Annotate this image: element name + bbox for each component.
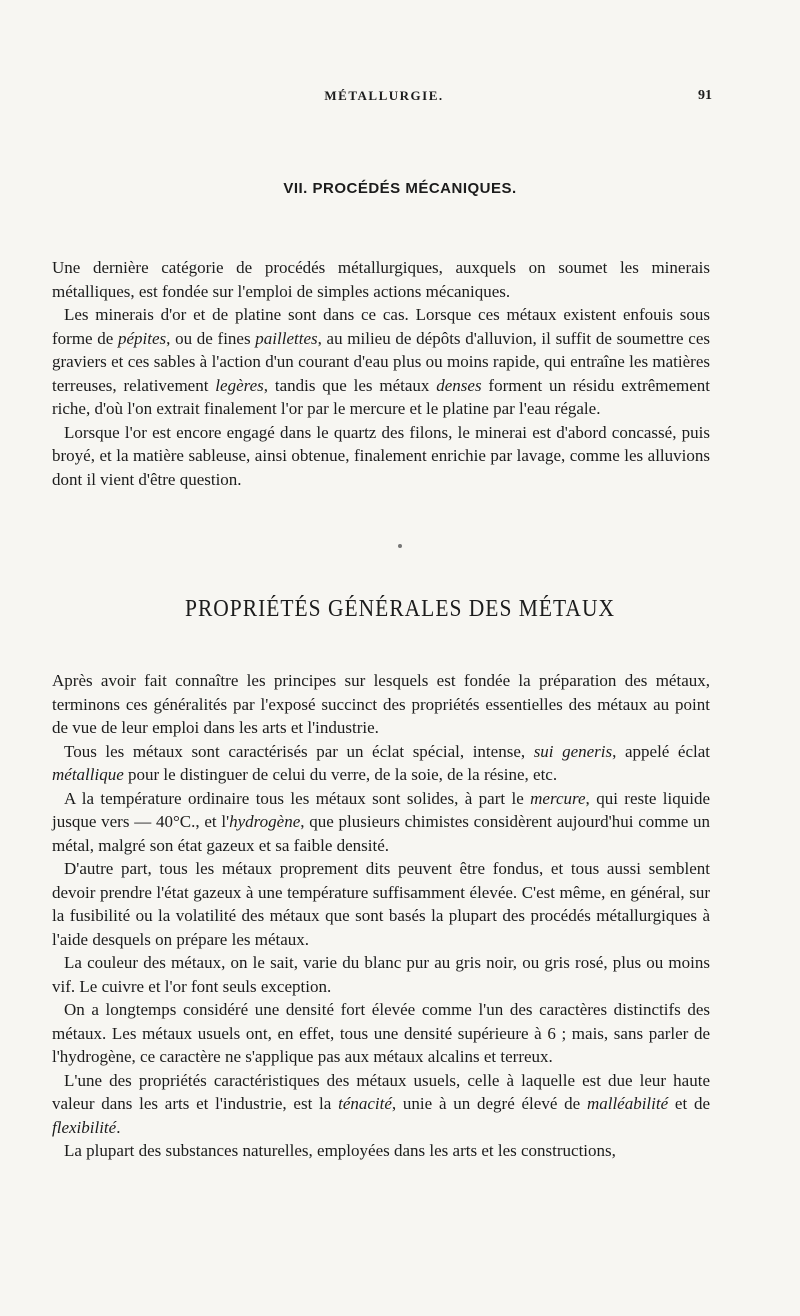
paragraph: A la température ordinaire tous les métaux sont solides, à part le mercure, qui reste liquide jusque vers — 40°C., et l'hydrogène, que plusieurs chimistes considèrent aujourd'hui comme un métal, malgré son état gazeux et sa faible densité. <box>52 788 710 855</box>
section-proprietes-text <box>52 669 710 1163</box>
paragraph: La plupart des substances naturelles, employées dans les arts et les constructions, <box>64 1141 616 1160</box>
section-heading: VII. PROCÉDÉS MÉCANIQUES. <box>283 180 517 197</box>
running-header <box>56 88 712 108</box>
paragraph: La couleur des métaux, on le sait, varie du blanc pur au gris noir, ou gris rosé, plus ou moins vif. Le cuivre et l'or font seuls exception. <box>52 953 710 996</box>
chapter-heading: PROPRIÉTÉS GÉNÉRALES DES MÉTAUX <box>184 594 616 622</box>
paragraph: On a longtemps considéré une densité fort élevée comme l'un des caractères distinctifs des métaux. Les métaux usuels ont, en effet, tous une densité supérieure à 6 ; mais, sans parler de l'hydrogène, ce caractère ne s'applique pas aux métaux alcalins et terreux. <box>52 1000 710 1066</box>
page-number: 91 <box>698 88 712 103</box>
paragraph: Les minerais d'or et de platine sont dans ce cas. Lorsque ces métaux existent enfouis sous forme de pépites, ou de fines paillettes, au milieu de dépôts d'alluvion, il suffit de soumettre ces graviers et ces sables à l'action d'un courant d'eau plus ou moins rapide, qui entraîne les matières terreuses, relativement legères, tandis que les métaux denses forment un résidu extrêmement riche, d'où l'on extrait finalement l'or par le mercure et le platine par l'eau régale. <box>52 305 710 418</box>
running-title: MÉTALLURGIE. <box>324 88 444 103</box>
paragraph: Tous les métaux sont caractérisés par un éclat spécial, intense, sui generis, appelé éclat métallique pour le distinguer de celui du verre, de la soie, de la résine, etc. <box>52 741 710 784</box>
paragraph: L'une des propriétés caractéristiques des métaux usuels, celle à laquelle est due leur haute valeur dans les arts et l'industrie, est la ténacité, unie à un degré élevé de malléabilité et de flexibilité. <box>52 1070 710 1137</box>
paragraph: D'autre part, tous les métaux proprement dits peuvent être fondus, et tous aussi semblent devoir prendre l'état gazeux à une température suffisamment élevée. C'est même, en général, sur la fusibilité ou la volatilité des métaux que sont basés la plupart des procédés métallurgiques à l'aide desquels on prépare les métaux. <box>52 859 710 949</box>
paragraph: Après avoir fait connaître les principes sur lesquels est fondée la préparation des métaux, terminons ces généralités par l'exposé succinct des propriétés essentielles des métaux au point de vue de leur emploi dans les arts et l'industrie. <box>52 671 710 737</box>
paragraph: Une dernière catégorie de procédés métallurgiques, auxquels on soumet les minerais métalliques, est fondée sur l'emploi de simples actions mécaniques. <box>52 258 710 301</box>
paragraph: Lorsque l'or est encore engagé dans le quartz des filons, le minerai est d'abord concassé, puis broyé, et la matière sableuse, ainsi obtenue, finalement enrichie par lavage, comme les alluvions dont il vient d'être question. <box>52 422 710 489</box>
ornament-dot <box>398 544 402 548</box>
section-procedes-text <box>52 256 710 491</box>
